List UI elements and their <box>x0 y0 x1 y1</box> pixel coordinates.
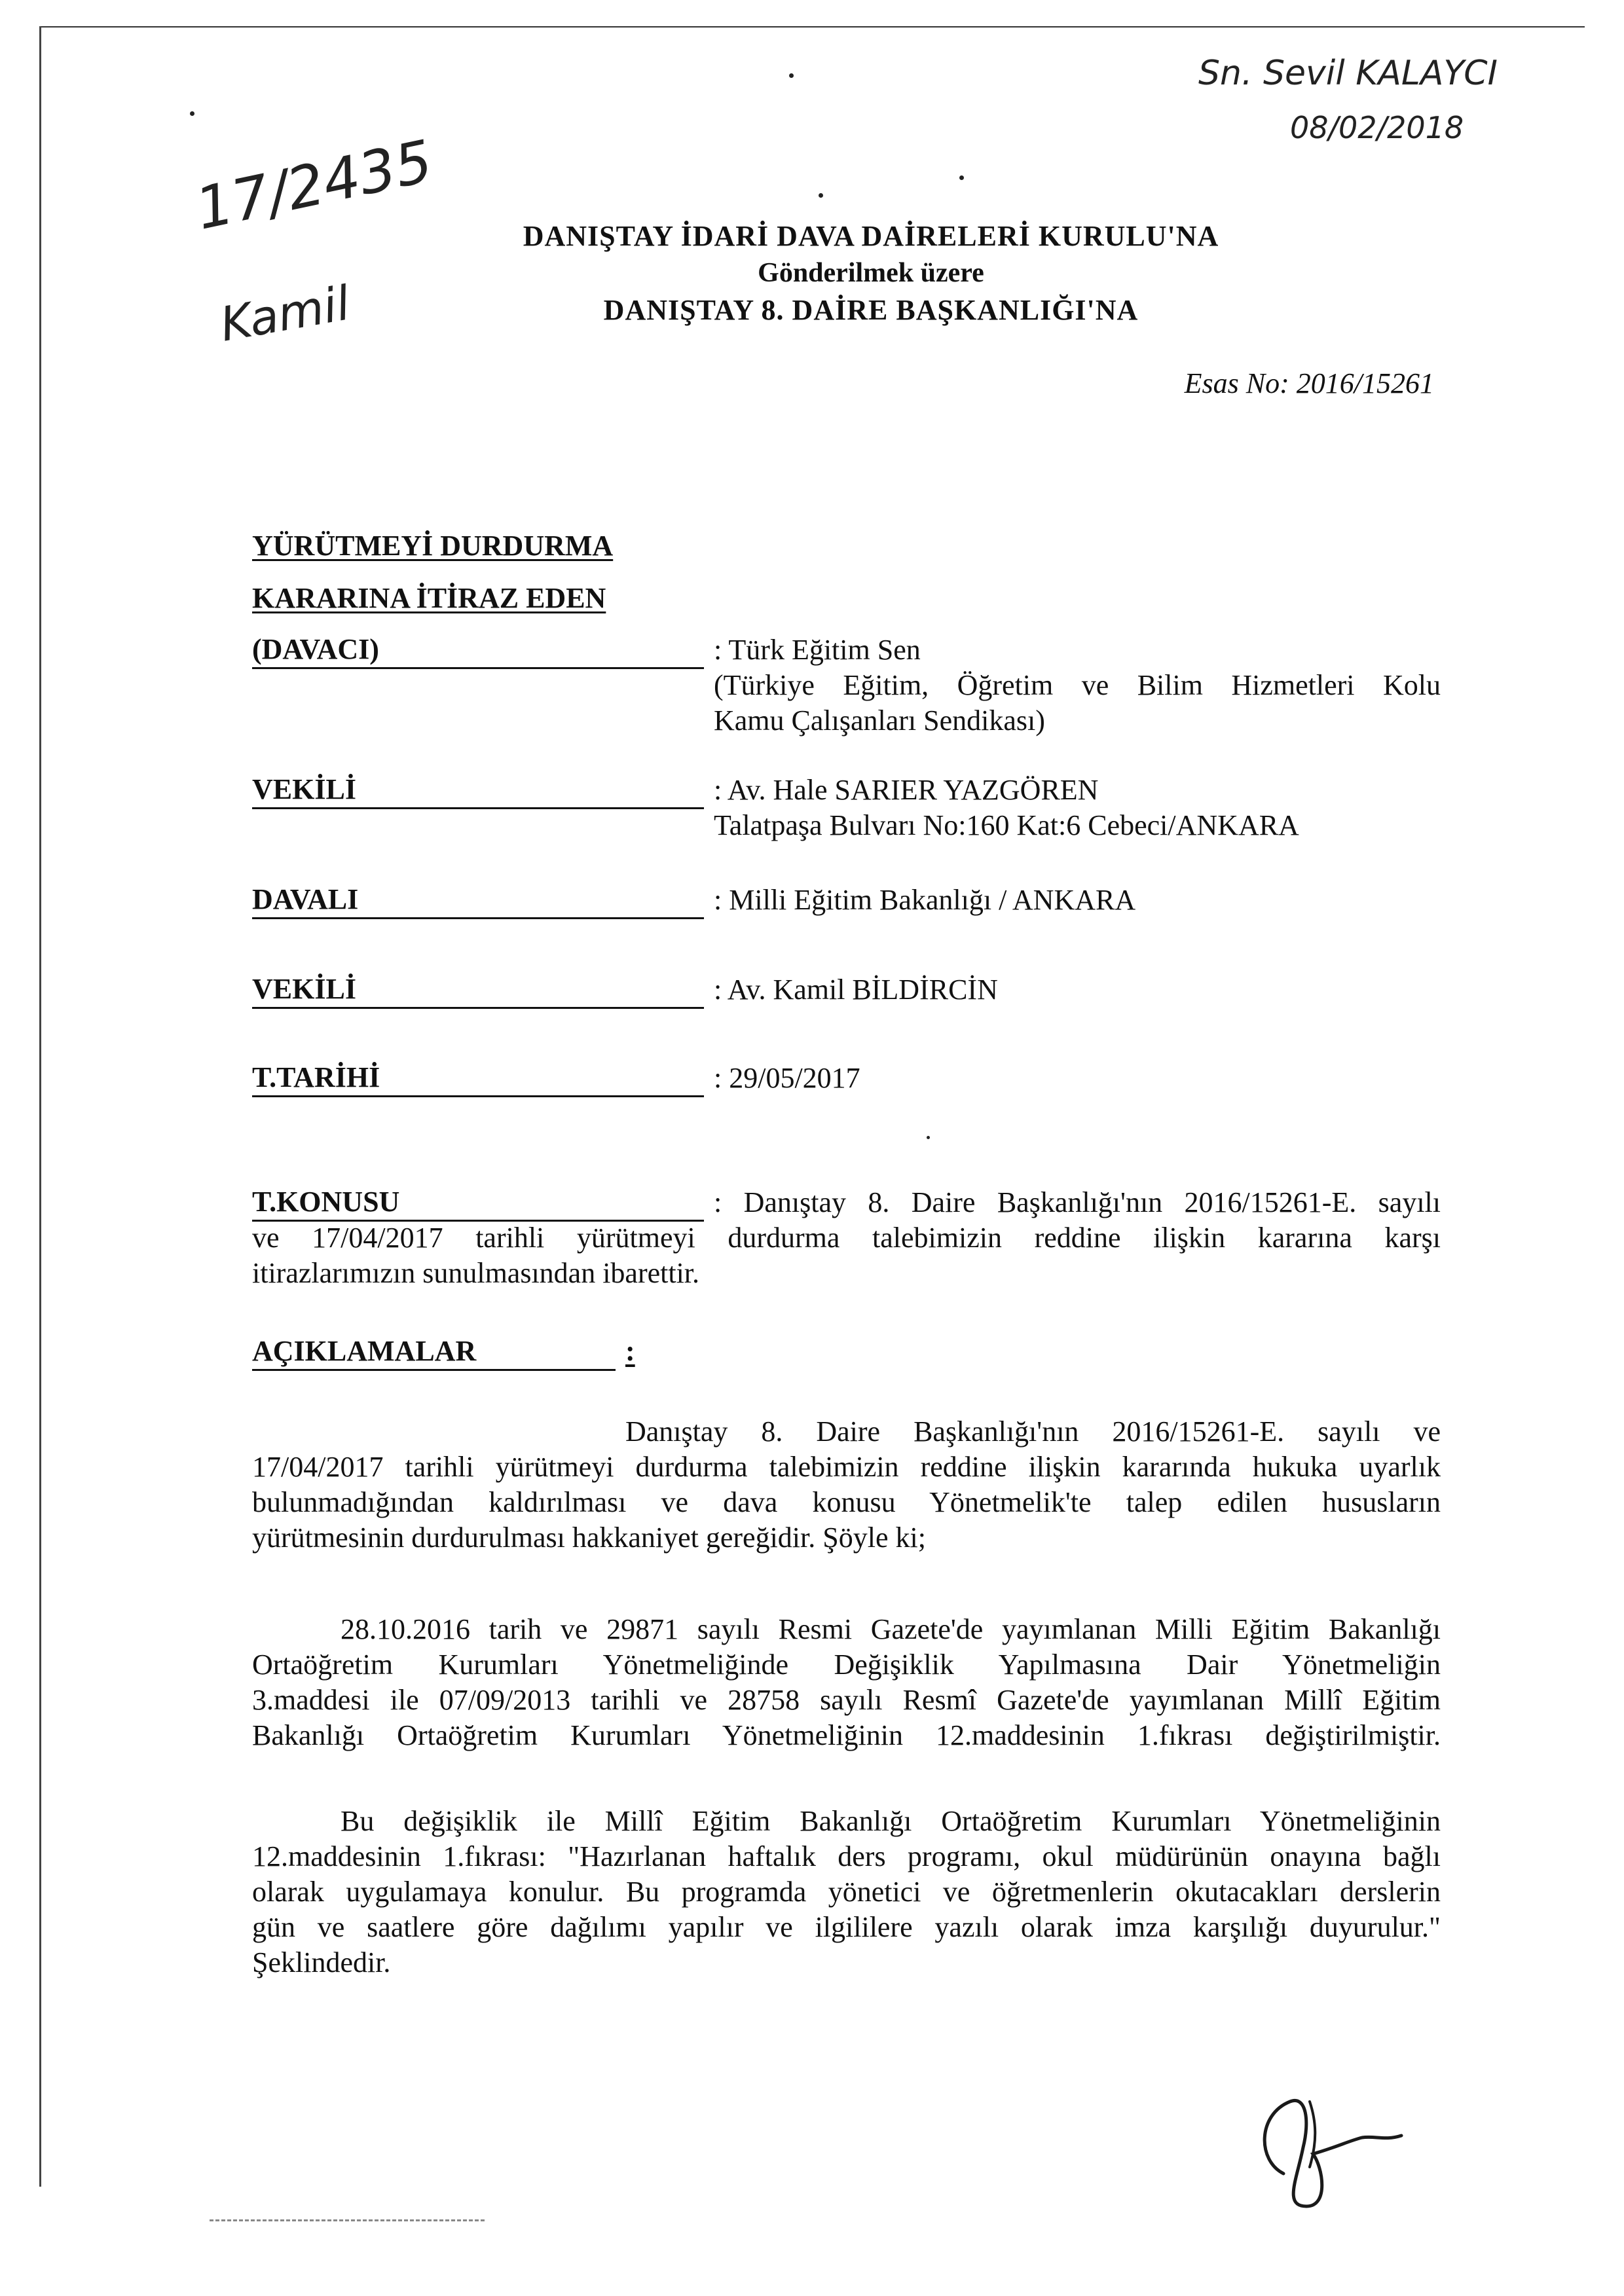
document-title-line2: KARARINA İTİRAZ EDEN <box>252 582 606 614</box>
paragraph-line: 17/04/2017 tarihli yürütmeyi durdurma talebimizin reddine ilişkin kararında hukuka uyarlık <box>252 1451 1441 1483</box>
paragraph-1 <box>252 1449 1441 1556</box>
paragraph-line: yürütmesinin durdurulması hakkaniyet gereğidir. Şöyle ki; <box>252 1522 926 1554</box>
handwritten-name: Kamil <box>216 275 354 352</box>
aciklamalar-label: AÇIKLAMALAR <box>252 1334 616 1371</box>
davali-value: : Milli Eğitim Bakanlığı / ANKARA <box>714 884 1136 916</box>
davaci-line: Kamu Çalışanları Sendikası) <box>714 704 1045 737</box>
scan-speck <box>819 193 823 198</box>
davaci-value <box>714 632 1441 738</box>
konu-line: itirazlarımızın sunulmasından ibarettir. <box>252 1257 700 1289</box>
paragraph-line: 12.maddesinin 1.fıkrası: "Hazırlanan haftalık ders programı, okul müdürünün onayına bağlı <box>252 1840 1441 1872</box>
paragraph-2 <box>252 1647 1441 1753</box>
scan-speck <box>959 175 964 180</box>
paragraph-line: Şeklindedir. <box>252 1946 391 1978</box>
konu-label: T.KONUSU <box>252 1185 704 1222</box>
vekili-line: : Av. Hale SARIER YAZGÖREN <box>714 774 1099 806</box>
paragraph-line: Ortaöğretim Kurumları Yönetmeliğinde Değişiklik Yapılmasına Dair Yönetmeliğin <box>252 1649 1441 1681</box>
davaci-line: : Türk Eğitim Sen <box>714 634 921 666</box>
paragraph-line: 28.10.2016 tarih ve 29871 sayılı Resmi Gazete'de yayımlanan Milli Eğitim Bakanlığı <box>341 1613 1441 1645</box>
konu-value-first <box>714 1185 1441 1220</box>
konu-line: : Danıştay 8. Daire Başkanlığı'nın 2016/15261-E. sayılı <box>714 1186 1441 1218</box>
header-chamber: DANIŞTAY 8. DAİRE BAŞKANLIĞI'NA <box>603 294 1139 326</box>
paragraph-3-first <box>341 1804 1441 1839</box>
davali-label: DAVALI <box>252 883 704 919</box>
paragraph-line: Bakanlığı Ortaöğretim Kurumları Yönetmeliğinin 12.maddesinin 1.fıkrası değiştirilmiştir. <box>252 1719 1441 1751</box>
konu-line: ve 17/04/2017 tarihli yürütmeyi durdurma talebimizin reddine ilişkin kararına karşı <box>252 1222 1441 1254</box>
paragraph-line: gün ve saatlere göre dağılımı yapılır ve ilgililere yazılı olarak imza karşılığı duyurulur." <box>252 1911 1441 1943</box>
scan-artifact-bottom <box>210 2219 485 2221</box>
davaci-line: (Türkiye Eğitim, Öğretim ve Bilim Hizmetleri Kolu <box>714 669 1441 701</box>
paragraph-line: 3.maddesi ile 07/09/2013 tarihli ve 28758 sayılı Resmî Gazete'de yayımlanan Millî Eğitim <box>252 1684 1441 1716</box>
scan-speck <box>789 73 794 78</box>
handwritten-date: 08/02/2018 <box>1290 110 1464 145</box>
tarih-label: T.TARİHİ <box>252 1061 704 1097</box>
scan-speck <box>927 1136 930 1139</box>
tarih-value: : 29/05/2017 <box>714 1062 860 1094</box>
document-title-line1: YÜRÜTMEYİ DURDURMA <box>252 530 614 562</box>
scan-speck <box>190 111 194 116</box>
handwritten-number: 17/2435 <box>190 126 439 243</box>
paragraph-1-first <box>625 1414 1441 1449</box>
paragraph-line: olarak uygulamaya konulur. Bu programda yönetici ve öğretmenlerin okutacakları derslerin <box>252 1876 1441 1908</box>
paragraph-3 <box>252 1839 1441 1980</box>
vekili-label: VEKİLİ <box>252 773 704 809</box>
paragraph-2-first <box>341 1612 1441 1647</box>
esas-number: Esas No: 2016/15261 <box>1184 367 1434 399</box>
vekili-line: Talatpaşa Bulvarı No:160 Kat:6 Cebeci/ANKARA <box>714 809 1299 841</box>
davali-vekili-value: : Av. Kamil BİLDİRCİN <box>714 974 998 1006</box>
header-subtitle: Gönderilmek üzere <box>758 258 984 288</box>
paragraph-line: bulunmadığından kaldırılması ve dava konusu Yönetmelik'te talep edilen hususların <box>252 1486 1441 1518</box>
paragraph-line: Danıştay 8. Daire Başkanlığı'nın 2016/15261-E. sayılı ve <box>625 1415 1441 1448</box>
handwritten-recipient: Sn. Sevil KALAYCI <box>1198 54 1498 93</box>
scan-border-top <box>39 26 1585 27</box>
header-court: DANIŞTAY İDARİ DAVA DAİRELERİ KURULU'NA <box>523 220 1219 252</box>
signature-icon <box>1244 2075 1414 2219</box>
scan-border-left <box>39 26 41 2187</box>
konu-continuation <box>252 1220 1441 1291</box>
vekili-value <box>714 773 1441 843</box>
paragraph-line: Bu değişiklik ile Millî Eğitim Bakanlığı Ortaöğretim Kurumları Yönetmeliğinin <box>341 1805 1441 1837</box>
aciklamalar-colon: : <box>625 1335 635 1367</box>
davali-vekili-label: VEKİLİ <box>252 972 704 1009</box>
davaci-label: (DAVACI) <box>252 632 704 669</box>
